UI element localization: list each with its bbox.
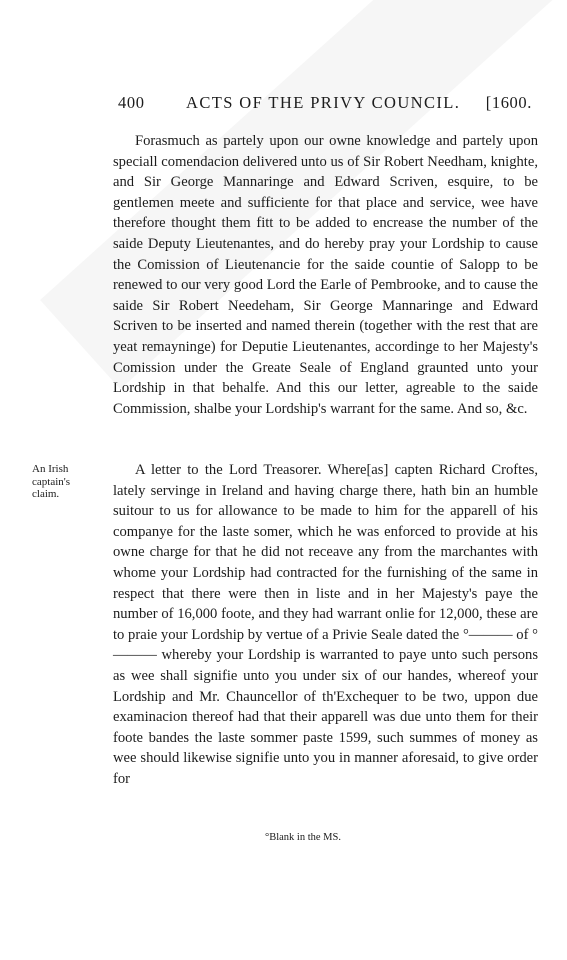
body-column-2 [113, 460, 538, 790]
footnote: °Blank in the MS. [265, 832, 341, 843]
body-column-1 [113, 131, 538, 419]
paragraph-2: A letter to the Lord Treasorer. Where[as] capten Richard Croftes, lately servinge in Ireland and having charge there, hath bin an humble suitour to us for allowance to be made to him for the apparell of his companye for the laste somer, which he was enforced to provide at his owne charge for that he did not receave any from the marchantes with whome your Lordship had contracted for the furnishing of the same in respect that there were then in liste and in her Majesty's paye the number of 16,000 foote, and they had warrant onlie for 12,000, these are to praie your Lordship by vertue of a Privie Seale dated the °——— of °——— whereby your Lordship is warranted to paye unto such persons as wee shall signifie unto you under six of our handes, whereof your Lordship and Mr. Chauncellor of th'Exchequer to be two, uppon due examinacion thereof had that their apparell was due unto them for their foote bandes the laste sommer paste 1599, such summes of money as wee should likewise signifie unto you in manner aforesaid, to give order for [113, 462, 538, 787]
margin-note: An Irish captain's claim. [32, 463, 71, 501]
header-year: [1600. [485, 93, 532, 112]
running-title: ACTS OF THE PRIVY COUNCIL. [186, 93, 461, 112]
paragraph-1: Forasmuch as partely upon our owne knowledge and partely upon speciall comendacion delivered unto us of Sir Robert Needham, knighte, and Sir George Mannaringe and Edward Scriven, esquire, to be gentlemen meete and sufficiente for that place and service, wee have therefore thought them fitt to be added to encrease the number of the saide Deputy Lieutenantes, and do hereby pray your Lordship to cause the Comission of Lieutenancie for the saide countie of Salopp to be renewed to our very good Lord the Earle of Pembrooke, and to cause the saide Sir Robert Needeham, Sir George Mannaringe and Edward Scriven to be inserted and named therein (together with the rest that are yeat remayninge) for Deputie Lieutenantes, accordinge to her Majesty's Comission under the Greate Seale of England graunted unto your Lordship in that behalfe. And this our letter, agreable to the saide Commission, shalbe your Lordship's warrant for the same. And so, &c. [113, 133, 538, 417]
page-number: 400 [118, 93, 145, 112]
